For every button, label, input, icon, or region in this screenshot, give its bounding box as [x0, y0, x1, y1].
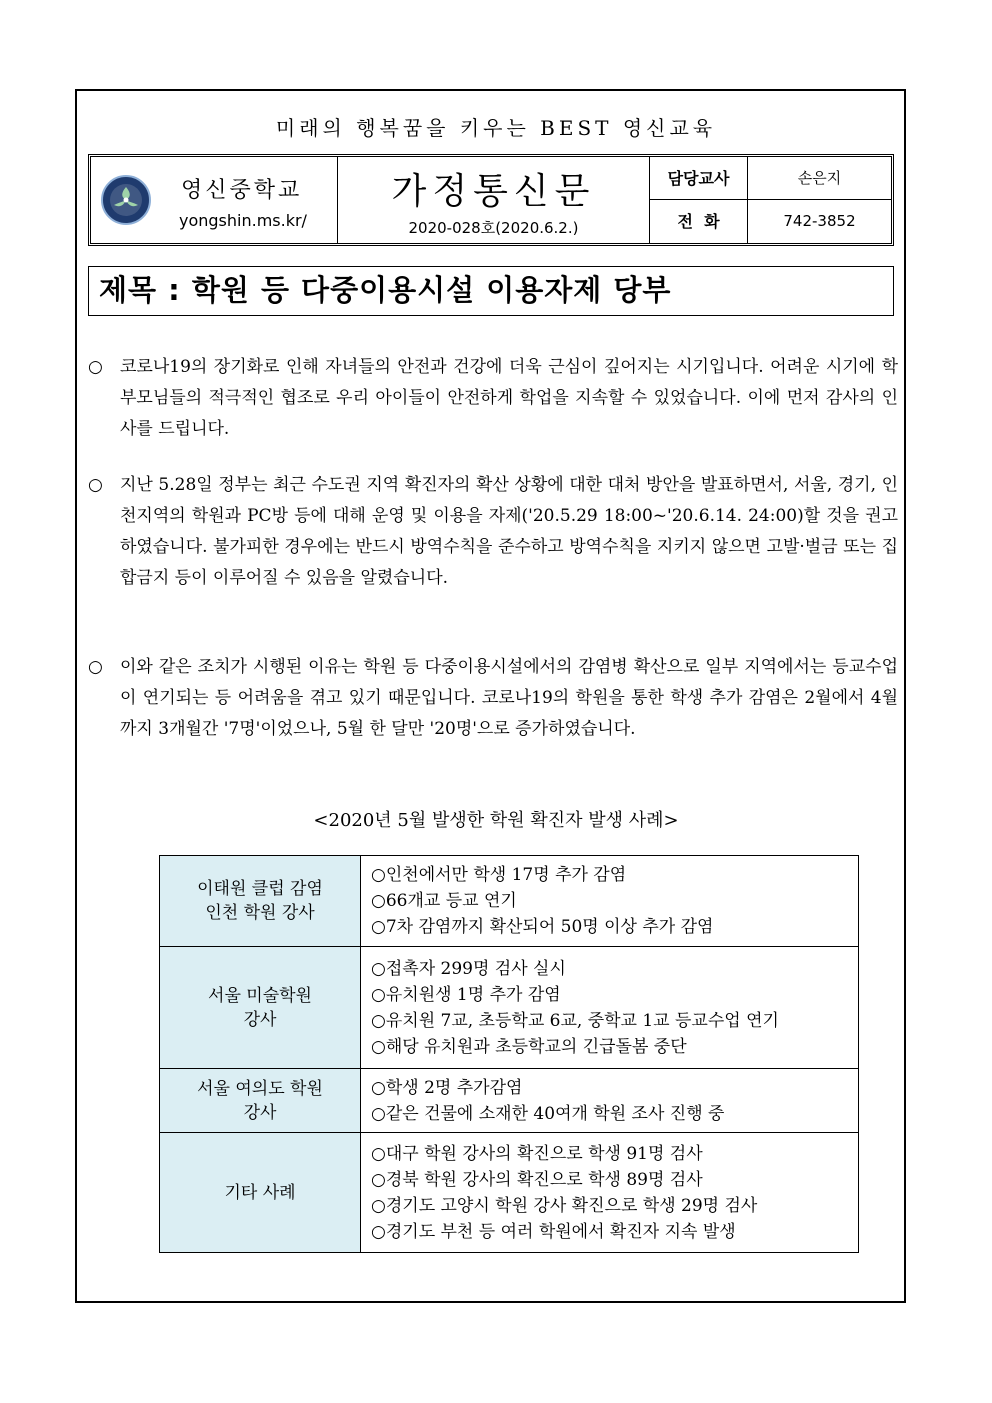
cases-table: [159, 855, 859, 1253]
newsletter-header: [88, 154, 894, 246]
table-caption: <2020년 5월 발생한 학원 확진자 발생 사례>: [313, 810, 679, 831]
paragraph: [88, 352, 898, 445]
bullet-circle-icon: ○: [88, 357, 103, 377]
list-item: ○인천에서만 학생 17명 추가 감염: [371, 865, 627, 885]
list-item: ○경기도 고양시 학원 강사 확진으로 학생 29명 검사: [371, 1195, 758, 1216]
school-name: 영신중학교: [181, 178, 303, 203]
case-details: [361, 1133, 859, 1253]
list-item: ○유치원 7교, 초등학교 6교, 중학교 1교 등교수업 연기: [371, 1010, 779, 1031]
list-item: ○학생 2명 추가감염: [371, 1077, 523, 1098]
paragraph-text: 코로나19의 장기화로 인해 자녀들의 안전과 건강에 더욱 근심이 깊어지는 시기입니다. 어려운 시기에 학부모님들의 적극적인 협조로 우리 아이들이 안전하게 학업을 지속할 수 있었습니다. 이에 먼저 감사의 인사를 드립니다.: [120, 357, 898, 439]
issue-number: 2020-028호(2020.6.2.): [408, 219, 579, 237]
table-row: [160, 1133, 859, 1253]
list-item: ○접촉자 299명 검사 실시: [371, 958, 566, 979]
school-url[interactable]: yongshin.ms.kr/: [179, 211, 307, 230]
case-heading: 기타 사례: [160, 1133, 361, 1253]
case-details: [361, 856, 859, 947]
list-item: ○대구 학원 강사의 확진으로 학생 91명 검사: [371, 1143, 703, 1164]
list-item: ○유치원생 1명 추가 감염: [371, 984, 561, 1005]
school-motto: 미래의 행복꿈을 키우는 BEST 영신교육: [275, 116, 717, 140]
paragraph-text: 지난 5.28일 정부는 최근 수도권 지역 확진자의 확산 상황에 대한 대처 방안을 발표하면서, 서울, 경기, 인천지역의 학원과 PC방 등에 대해 운영 및 이용을 자제('20.5.29 18:00~'20.6.14. 24:00)할 것을 권고하였습니다. 불가피한 경우에는 반드시 방역수칙을 준수하고 방역수칙을 지키지 않으면 고발·벌금 또는 집합금지 등이 이루어질 수 있음을 알렸습니다.: [120, 475, 898, 588]
school-info: [91, 157, 338, 243]
list-item: ○해당 유치원과 초등학교의 긴급돌봄 중단: [371, 1036, 687, 1057]
case-details: [361, 1069, 859, 1133]
paragraph: [88, 652, 898, 745]
table-row: [160, 1069, 859, 1133]
teacher-label: 담당교사: [650, 157, 748, 200]
school-logo-icon: [101, 175, 151, 225]
list-item: ○같은 건물에 소재한 40여개 학원 조사 진행 중: [371, 1103, 725, 1124]
list-item: ○7차 감염까지 확산되어 50명 이상 추가 감염: [371, 917, 714, 937]
list-item: ○경북 학원 강사의 확진으로 학생 89명 검사: [371, 1169, 703, 1190]
teacher-value: 손은지: [748, 157, 891, 200]
bullet-circle-icon: ○: [88, 475, 103, 495]
case-heading: 서울 여의도 학원 강사: [160, 1069, 361, 1133]
bullet-circle-icon: ○: [88, 657, 103, 677]
subject-title: 제목 : 학원 등 다중이용시설 이용자제 당부: [88, 266, 894, 316]
phone-value: 742-3852: [783, 212, 856, 230]
case-heading: 이태원 클럽 감염 인천 학원 강사: [160, 856, 361, 947]
case-details: [361, 947, 859, 1069]
paragraph: [88, 470, 898, 594]
paragraph-text: 이와 같은 조치가 시행된 이유는 학원 등 다중이용시설에서의 감염병 확산으로 일부 지역에서는 등교수업이 연기되는 등 어려움을 겪고 있기 때문입니다. 코로나19의 학원을 통한 학생 추가 감염은 2월에서 4월까지 3개월간 '7명'이었으나, 5월 한 달만 '20명'으로 증가하였습니다.: [120, 657, 898, 739]
newsletter-title-cell: [338, 157, 650, 243]
newsletter-title: 가정통신문: [391, 171, 596, 212]
table-row: [160, 856, 859, 947]
list-item: ○66개교 등교 연기: [371, 891, 517, 911]
case-heading: 서울 미술학원 강사: [160, 947, 361, 1069]
list-item: ○경기도 부천 등 여러 학원에서 확진자 지속 발생: [371, 1221, 736, 1242]
table-row: [160, 947, 859, 1069]
phone-label: 전 화: [650, 200, 748, 243]
